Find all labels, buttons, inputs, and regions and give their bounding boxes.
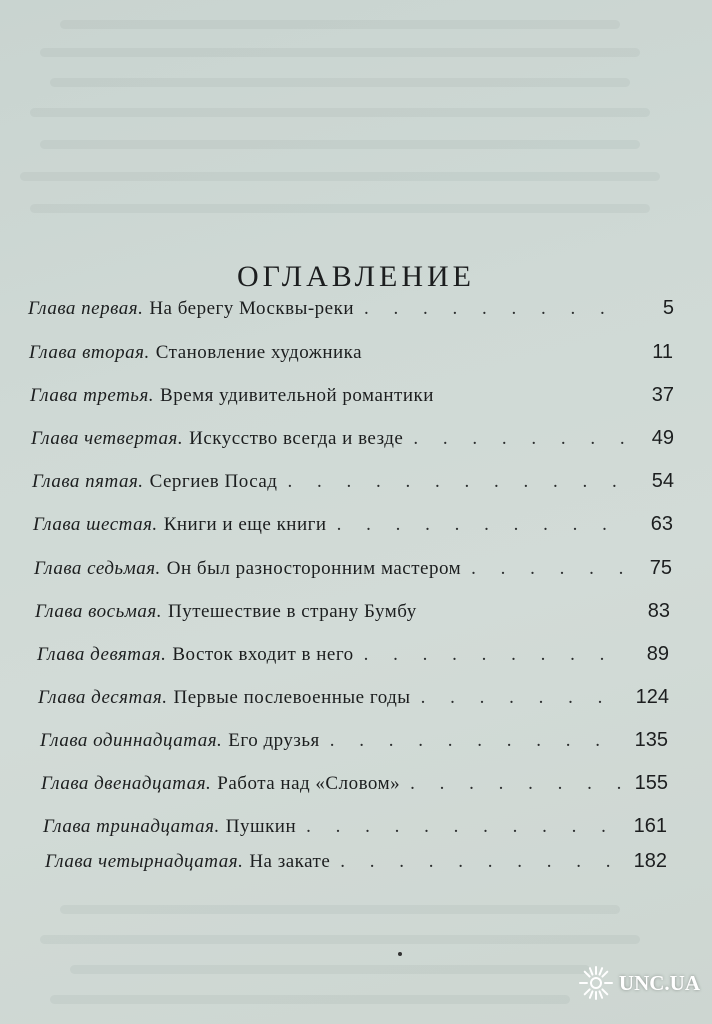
leader-dots bbox=[340, 851, 623, 873]
page-number: 135 bbox=[634, 729, 668, 751]
show-through-line bbox=[20, 172, 660, 181]
toc-entry bbox=[28, 297, 674, 327]
toc-entry bbox=[37, 643, 669, 673]
chapter-label: Глава девятая. bbox=[37, 644, 167, 665]
toc-entry bbox=[38, 686, 669, 716]
page-number: 54 bbox=[651, 470, 674, 492]
chapter-label: Глава третья. bbox=[30, 385, 155, 406]
chapter-label: Глава седьмая. bbox=[34, 558, 161, 579]
leader-dots bbox=[287, 471, 630, 493]
chapter-label: Глава двенадцатая. bbox=[41, 773, 212, 794]
leader-dots bbox=[306, 816, 623, 838]
toc-entry bbox=[41, 772, 668, 802]
chapter-label: Глава пятая. bbox=[32, 471, 144, 492]
show-through-line bbox=[50, 78, 630, 87]
page-number: 83 bbox=[647, 600, 670, 622]
page-number: 124 bbox=[635, 686, 669, 708]
chapter-title: Он был разносторонним мастером bbox=[166, 558, 462, 579]
toc-entry bbox=[34, 557, 672, 587]
chapter-title: На закате bbox=[249, 851, 331, 872]
chapter-label: Глава десятая. bbox=[38, 687, 168, 708]
leader-dots bbox=[471, 558, 628, 580]
leader-dots bbox=[330, 730, 624, 752]
chapter-title: Путешествие в страну Бумбу bbox=[167, 601, 417, 622]
leader-dots bbox=[410, 773, 624, 795]
watermark-text: UNC.UA bbox=[618, 970, 700, 995]
toc-entry bbox=[31, 427, 674, 457]
chapter-title: Становление художника bbox=[155, 342, 363, 363]
chapter-title: Книги и еще книги bbox=[163, 514, 327, 535]
page-number: 182 bbox=[633, 850, 667, 872]
chapter-label: Глава четвертая. bbox=[31, 428, 184, 449]
leader-dots bbox=[364, 298, 630, 320]
toc-entry bbox=[32, 470, 674, 500]
toc-entry bbox=[30, 384, 674, 414]
leader-dots bbox=[364, 644, 625, 666]
chapter-label: Глава первая. bbox=[28, 298, 144, 319]
watermark bbox=[577, 964, 700, 1002]
toc-heading: ОГЛАВЛЕНИЕ bbox=[237, 260, 475, 294]
chapter-title: Искусство всегда и везде bbox=[189, 428, 404, 449]
chapter-title: Восток входит в него bbox=[172, 644, 354, 665]
page-number: 63 bbox=[650, 513, 673, 535]
show-through-line bbox=[40, 935, 640, 944]
show-through-line bbox=[30, 108, 650, 117]
toc-entry bbox=[29, 341, 673, 371]
chapter-label: Глава тринадцатая. bbox=[43, 816, 220, 837]
chapter-label: Глава восьмая. bbox=[35, 601, 162, 622]
page-number: 155 bbox=[634, 772, 668, 794]
sunburst-logo-icon bbox=[577, 964, 615, 1002]
page-number: 11 bbox=[652, 341, 673, 363]
leader-dots bbox=[337, 514, 629, 536]
page-number: 49 bbox=[651, 427, 674, 449]
chapter-title: Первые послевоенные годы bbox=[173, 687, 411, 708]
page-number: 75 bbox=[649, 557, 672, 579]
chapter-label: Глава одиннадцатая. bbox=[40, 730, 223, 751]
toc-entry bbox=[45, 850, 667, 880]
chapter-title: Пушкин bbox=[225, 816, 297, 837]
show-through-line bbox=[30, 204, 650, 213]
page-number: 161 bbox=[633, 815, 667, 837]
toc-entry bbox=[43, 815, 667, 845]
page-number: 5 bbox=[662, 297, 674, 319]
chapter-label: Глава вторая. bbox=[29, 342, 150, 363]
show-through-line bbox=[50, 995, 570, 1004]
page-number: 89 bbox=[646, 643, 669, 665]
toc-entry bbox=[40, 729, 668, 759]
chapter-label: Глава четырнадцатая. bbox=[45, 851, 244, 872]
chapter-title: Сергиев Посад bbox=[149, 471, 278, 492]
chapter-title: На берегу Москвы-реки bbox=[149, 298, 355, 319]
leader-dots bbox=[413, 428, 630, 450]
page-number: 37 bbox=[651, 384, 674, 406]
chapter-title: Его друзья bbox=[228, 730, 320, 751]
toc-entry bbox=[33, 513, 673, 543]
show-through-line bbox=[70, 965, 590, 974]
chapter-title: Время удивительной романтики bbox=[160, 385, 434, 406]
chapter-title: Работа над «Словом» bbox=[217, 773, 401, 794]
toc-entry bbox=[35, 600, 670, 630]
ink-speck bbox=[398, 952, 402, 956]
show-through-line bbox=[60, 20, 620, 29]
chapter-label: Глава шестая. bbox=[33, 514, 158, 535]
show-through-line bbox=[60, 905, 620, 914]
leader-dots bbox=[421, 687, 625, 709]
show-through-line bbox=[40, 140, 640, 149]
show-through-line bbox=[40, 48, 640, 57]
